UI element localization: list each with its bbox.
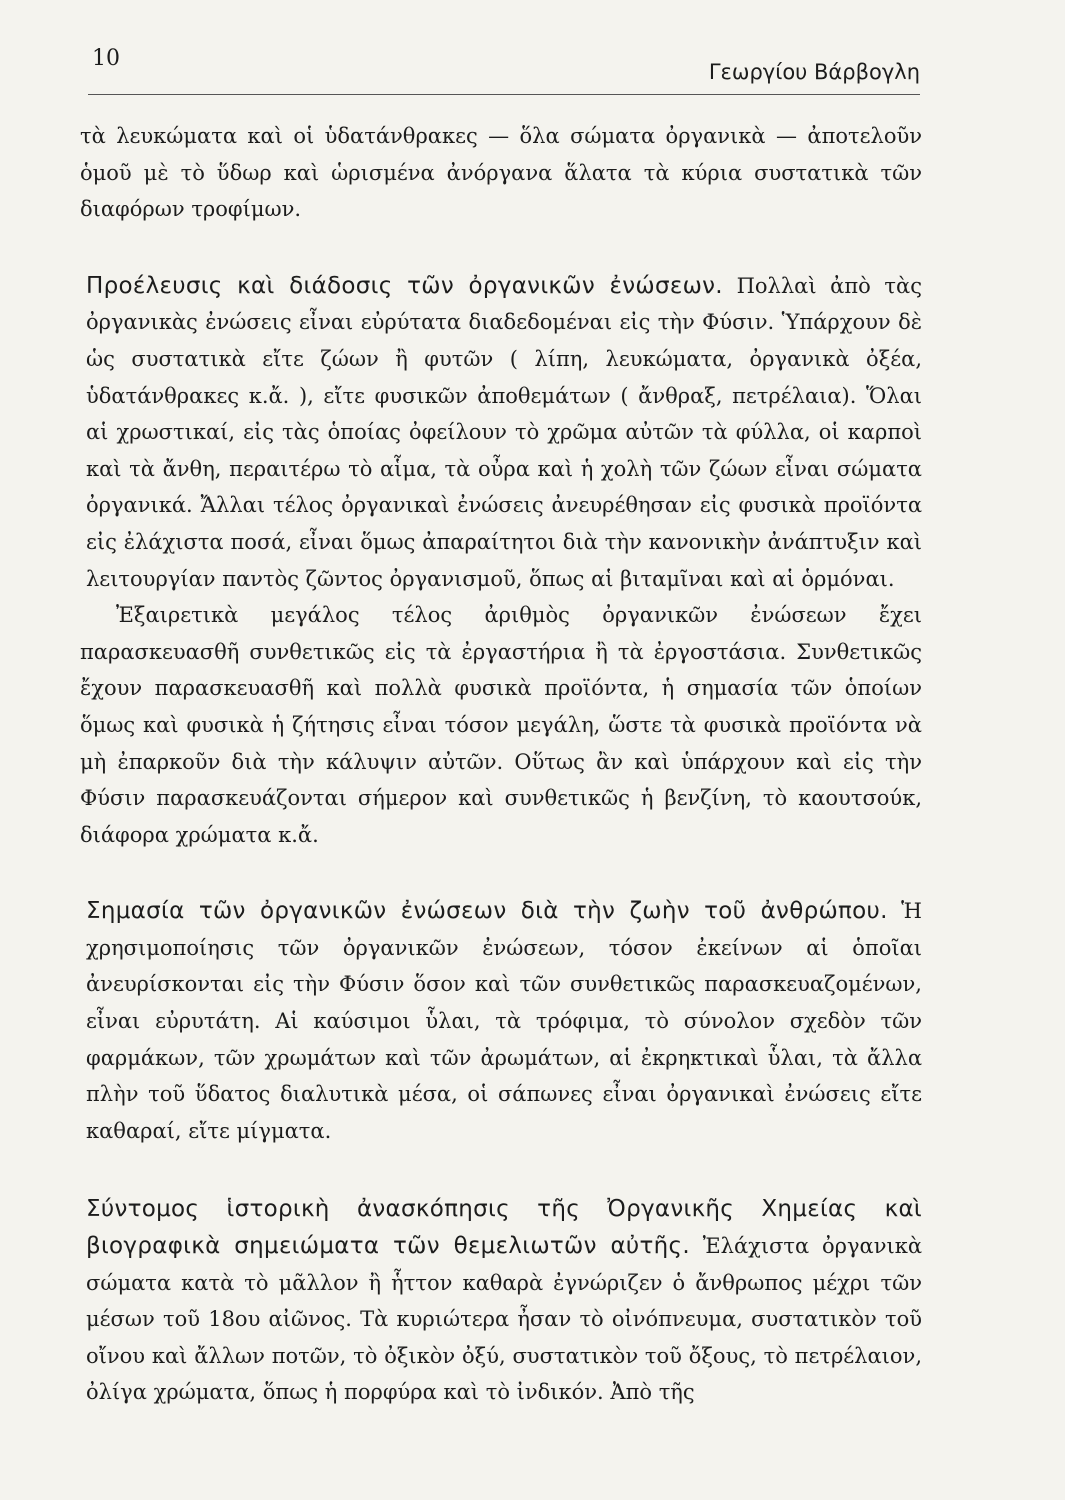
page-body <box>80 118 922 1453</box>
header-rule <box>88 94 920 95</box>
section-title-history: Σύντομος ἱστορικὴ ἀνασκόπησις τῆς Ὀργανικῆς Χημείας καὶ βιογραφικὰ σημειώματα τῶν θεμελιωτῶν αὐτῆς. <box>86 1196 922 1260</box>
section-title-origin: Προέλευσις καὶ διάδοσις τῶν ὀργανικῶν ἐνώσεων. <box>86 272 723 299</box>
section-importance <box>80 893 922 1149</box>
page-number: 10 <box>92 46 120 71</box>
running-header-author: Γεωργίου Βάρβογλη <box>708 60 920 84</box>
section-body-importance: Ἡ χρησιμοποίησις τῶν ὀργανικῶν ἐνώσεων, τόσον ἐκείνων αἱ ὁποῖαι ἀνευρίσκονται εἰς τὴν Φύσιν ὅσον καὶ τῶν συνθετικῶς παρασκευαζομένων, εἶναι εὐρυτάτη. Αἱ καύσιμοι ὗλαι, τὰ τρόφιμα, τὸ σύνολον σχεδὸν τῶν φαρμάκων, τῶν χρωμάτων καὶ τῶν ἀρωμάτων, αἱ ἐκρηκτικαὶ ὗλαι, τὰ ἄλλα πλὴν τοῦ ὕδατος διαλυτικὰ μέσα, οἱ σάπωνες εἶναι ὀργανικαὶ ἐνώσεις εἴτε καθαραί, εἴτε μίγματα. <box>86 899 922 1143</box>
synthetic-compounds-paragraph: Ἐξαιρετικὰ μεγάλος τέλος ἀριθμὸς ὀργανικῶν ἐνώσεων ἔχει παρασκευασθῆ συνθετικῶς εἰς τὰ ἐργαστήρια ἢ τὰ ἐργοστάσια. Συνθετικῶς ἔχουν παρασκευασθῆ καὶ πολλὰ φυσικὰ προϊόντα, ἡ σημασία τῶν ὁποίων ὅμως καὶ φυσικὰ ἡ ζήτησις εἶναι τόσον μεγάλη, ὥστε τὰ φυσικὰ προϊόντα νὰ μὴ ἐπαρκοῦν διὰ τὴν κάλυψιν αὐτῶν. Οὕτως ἂν καὶ ὑπάρχουν καὶ εἰς τὴν Φύσιν παρασκευάζονται σήμερον καὶ συνθετικῶς ἡ βενζίνη, τὸ καουτσούκ, διάφορα χρώματα κ.ἄ. <box>80 603 922 847</box>
opening-paragraph: τὰ λευκώματα καὶ οἱ ὑδατάνθρακες — ὅλα σώματα ὀργανικὰ — ἀποτελοῦν ὁμοῦ μὲ τὸ ὕδωρ καὶ ὡρισμένα ἀνόργανα ἅλατα τὰ κύρια συστατικὰ τῶν διαφόρων τροφίμων. <box>80 124 922 222</box>
section-history <box>80 1191 922 1411</box>
section-body-history: Ἐλάχιστα ὀργανικὰ σώματα κατὰ τὸ μᾶλλον ἢ ἧττον καθαρὰ ἐγνώριζεν ὁ ἄνθρωπος μέχρι τῶν μέσων τοῦ 18ου αἰῶνος. Τὰ κυριώτερα ἦσαν τὸ οἰνόπνευμα, συστατικὸν τοῦ οἴνου καὶ ἄλλων ποτῶν, τὸ ὀξικὸν ὀξύ, συστατικὸν τοῦ ὄξους, τὸ πετρέλαιον, ὀλίγα χρώματα, ὅπως ἡ πορφύρα καὶ τὸ ἰνδικόν. Ἀπὸ τῆς <box>86 1234 922 1405</box>
section-title-importance: Σημασία τῶν ὀργανικῶν ἐνώσεων διὰ τὴν ζωὴν τοῦ ἀνθρώπου. <box>86 898 888 925</box>
section-body-origin: Πολλαὶ ἀπὸ τὰς ὀργανικὰς ἐνώσεις εἶναι εὐρύτατα διαδεδομέναι εἰς τὴν Φύσιν. Ὑπάρχουν δὲ ὡς συστατικὰ εἴτε ζώων ἢ φυτῶν ( λίπη, λευκώματα, ὀργανικὰ ὀξέα, ὑδατάνθρακες κ.ἄ. ), εἴτε φυσικῶν ἀποθεμάτων ( ἄνθραξ, πετρέλαια). Ὅλαι αἱ χρωστικαί, εἰς τὰς ὁποίας ὀφείλουν τὸ χρῶμα αὐτῶν τὰ φύλλα, οἱ καρποὶ καὶ τὰ ἄνθη, περαιτέρω τὸ αἷμα, τὰ οὖρα καὶ ἡ χολὴ τῶν ζώων εἶναι σώματα ὀργανικά. Ἄλλαι τέλος ὀργανικαὶ ἐνώσεις ἀνευρέθησαν εἰς φυσικὰ προϊόντα εἰς ἐλάχιστα ποσά, εἶναι ὅμως ἀπαραίτητοι διὰ τὴν κανονικὴν ἀνάπτυξιν καὶ λειτουργίαν παντὸς ζῶντος ὀργανισμοῦ, ὅπως αἱ βιταμῖναι καὶ αἱ ὁρμόναι. <box>86 273 922 591</box>
section-origin-distribution <box>80 268 922 597</box>
